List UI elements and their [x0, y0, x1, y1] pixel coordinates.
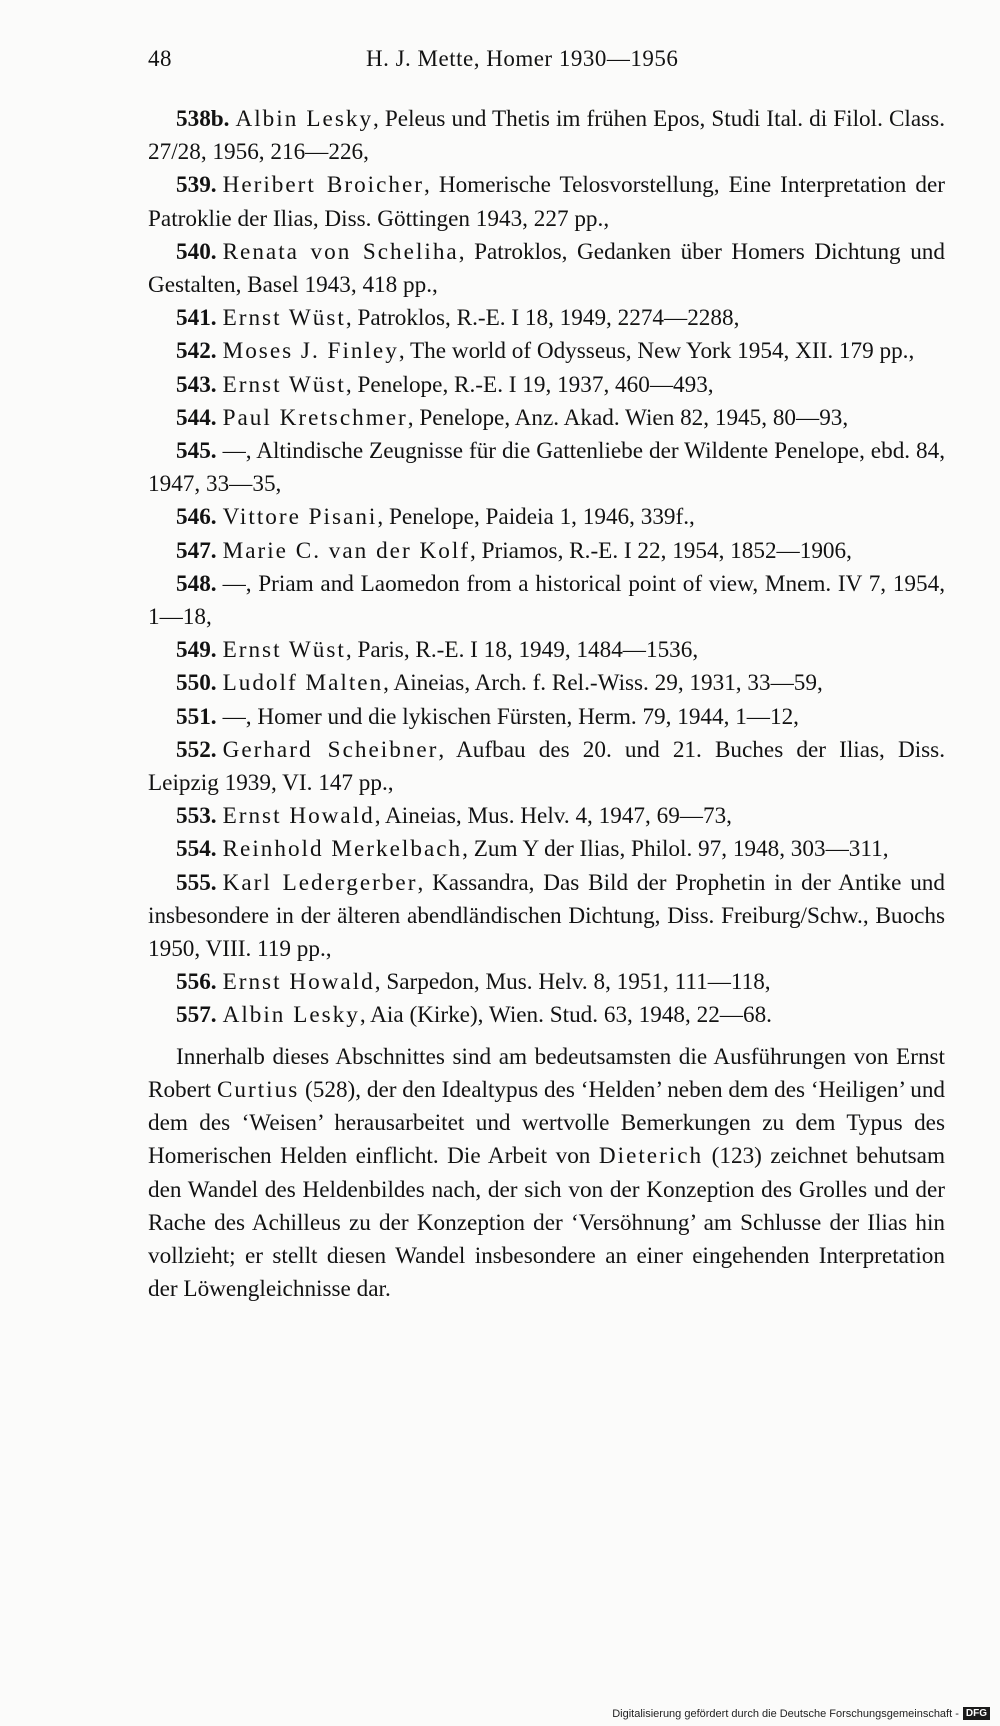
paragraph-text: (123) zeichnet behutsam den Wandel des Heldenbildes nach, der sich von der Konzeption des Grolles und der Rache des Achilleus zu der Konzeption der ‘Versöhnung’ am Schlusse der Ilias hin vollzieht; er stellt diesen Wandel insbesondere an einer eingehenden Interpretation der Löwengleichnisse dar.	[148, 1143, 945, 1303]
entry-citation: —, Altindische Zeugnisse für die Gattenliebe der Wildente Penelope, ebd. 84, 1947, 33—35,	[148, 438, 945, 498]
entry-list	[148, 103, 945, 1033]
bibliography-entry	[148, 734, 945, 800]
entry-citation: , Patroklos, R.-E. I 18, 1949, 2274—2288,	[345, 305, 740, 332]
entry-citation: , Peleus und Thetis im frühen Epos, Studi Ital. di Filol. Class. 27/28, 1956, 216—226,	[148, 106, 945, 166]
digitization-footer	[612, 1707, 990, 1720]
entry-author: Albin Lesky	[222, 1002, 360, 1029]
entry-author: Paul Kretschmer	[222, 404, 408, 431]
entry-citation: , The world of Odysseus, New York 1954, XII. 179 pp.,	[398, 338, 915, 365]
entry-author: Ludolf Malten	[222, 670, 384, 697]
entry-citation: , Penelope, Paideia 1, 1946, 339f.,	[377, 504, 695, 531]
bibliography-entry	[148, 999, 945, 1032]
entry-number: 539.	[176, 172, 217, 199]
entry-author: Renata von Scheliha	[222, 238, 459, 265]
entry-number: 557.	[176, 1002, 217, 1029]
bibliography-entry	[148, 501, 945, 534]
author-dieterich: Dieterich	[598, 1143, 704, 1170]
entry-author: Karl Ledergerber	[222, 869, 418, 896]
entry-citation: —, Homer und die lykischen Fürsten, Herm. 79, 1944, 1—12,	[222, 703, 799, 730]
bibliography-entry	[148, 335, 945, 368]
entry-number: 538b.	[176, 106, 230, 132]
entry-citation: , Paris, R.-E. I 18, 1949, 1484—1536,	[345, 637, 699, 664]
paragraph-text: (528), der den Idealtypus des ‘Helden’ neben dem des ‘Heiligen’ und dem des ‘Weisen’ herausarbeitet und wertvolle Bemerkungen zu dem Typus des Homerischen Helden einflicht. Die Arbeit von	[148, 1076, 946, 1170]
entry-author: Heribert Broicher	[222, 172, 425, 199]
page-number: 48	[148, 46, 172, 71]
entry-citation: , Patroklos, Gedanken über Homers Dichtung und Gestalten, Basel 1943, 418 pp.,	[148, 238, 945, 299]
entry-author: Reinhold Merkelbach	[222, 836, 463, 863]
entry-number: 546.	[176, 504, 217, 531]
entry-citation: , Aia (Kirke), Wien. Stud. 63, 1948, 22—68.	[359, 1002, 772, 1029]
entry-citation: , Priamos, R.-E. I 22, 1954, 1852—1906,	[469, 537, 852, 564]
entry-citation: , Sarpedon, Mus. Helv. 8, 1951, 111—118,	[374, 969, 771, 996]
entry-number: 554.	[176, 836, 217, 863]
bibliography-entry	[148, 867, 945, 967]
entry-number: 550.	[176, 670, 217, 697]
bibliography-entry	[148, 634, 945, 667]
bibliography-entry	[148, 435, 945, 501]
entry-author: Vittore Pisani	[222, 504, 378, 531]
entry-number: 544.	[176, 404, 217, 431]
entry-number: 547.	[176, 537, 217, 564]
entry-number: 549.	[176, 637, 217, 664]
entry-number: 548.	[176, 570, 217, 597]
entry-author: Ernst Wüst	[222, 305, 346, 332]
entry-number: 545.	[176, 438, 217, 465]
bibliography-entry	[148, 169, 945, 235]
entry-author: Marie C. van der Kolf	[222, 537, 470, 564]
bibliography-entry	[148, 701, 945, 734]
entry-author: Ernst Wüst	[222, 637, 346, 664]
entry-citation: , Aineias, Arch. f. Rel.-Wiss. 29, 1931, 33—59,	[383, 670, 823, 697]
footer-text: Digitalisierung gefördert durch die Deutsche Forschungsgemeinschaft -	[612, 1707, 959, 1720]
bibliography-entry	[148, 236, 945, 302]
entry-number: 542.	[176, 338, 217, 365]
bibliography-entry	[148, 568, 945, 634]
dfg-logo: DFG	[963, 1707, 990, 1720]
page-header	[148, 46, 948, 80]
entry-citation: —, Priam and Laomedon from a historical point of view, Mnem. IV 7, 1954, 1—18,	[148, 570, 945, 631]
bibliography-entry	[148, 535, 945, 568]
entry-number: 555.	[176, 869, 217, 896]
bibliography-entry	[148, 833, 945, 866]
entry-number: 553.	[176, 803, 217, 830]
bibliography-entry	[148, 402, 945, 435]
entry-author: Gerhard Scheibner	[222, 736, 439, 763]
entry-author: Ernst Howald	[222, 803, 375, 830]
entry-number: 551.	[176, 703, 217, 730]
entry-citation: , Zum Y der Ilias, Philol. 97, 1948, 303—311,	[462, 836, 889, 863]
entry-number: 543.	[176, 371, 217, 398]
entry-number: 552.	[176, 736, 217, 763]
bibliography-entry	[148, 667, 945, 700]
bibliography-entry	[148, 302, 945, 335]
entry-author: Ernst Howald	[222, 969, 375, 996]
commentary-paragraph	[148, 1041, 945, 1307]
bibliography-entry	[148, 103, 945, 169]
bibliography-entry	[148, 800, 945, 833]
author-curtius: Curtius	[216, 1076, 300, 1103]
entry-citation: , Aufbau des 20. und 21. Buches der Ilias, Diss. Leipzig 1939, VI. 147 pp.,	[148, 736, 945, 797]
entry-author: Ernst Wüst	[222, 371, 346, 398]
entry-citation: , Homerische Telosvorstellung, Eine Interpretation der Patroklie der Ilias, Diss. Göttingen 1943, 227 pp.,	[148, 172, 946, 232]
entry-citation: , Penelope, Anz. Akad. Wien 82, 1945, 80—93,	[407, 404, 849, 431]
entry-author: Albin Lesky	[235, 106, 374, 132]
entry-number: 541.	[176, 305, 217, 332]
entry-citation: , Aineias, Mus. Helv. 4, 1947, 69—73,	[374, 803, 732, 830]
entry-number: 556.	[176, 969, 217, 996]
entry-citation: , Penelope, R.-E. I 19, 1937, 460—493,	[345, 371, 714, 398]
entry-citation: , Kassandra, Das Bild der Prophetin in der Antike und insbesondere in der älteren abendländischen Dichtung, Diss. Freiburg/Schw., Buochs 1950, VIII. 119 pp.,	[148, 869, 945, 963]
bibliography-entry	[148, 966, 945, 999]
entry-number: 540.	[176, 238, 217, 265]
entry-author: Moses J. Finley	[222, 338, 399, 365]
bibliography-entry	[148, 369, 945, 402]
paragraph-text: Innerhalb dieses Abschnittes sind am bedeutsamsten die Ausführungen von Ernst Robert	[148, 1043, 945, 1103]
bibliography-body	[148, 103, 945, 1306]
running-title: H. J. Mette, Homer 1930—1956	[366, 46, 679, 71]
